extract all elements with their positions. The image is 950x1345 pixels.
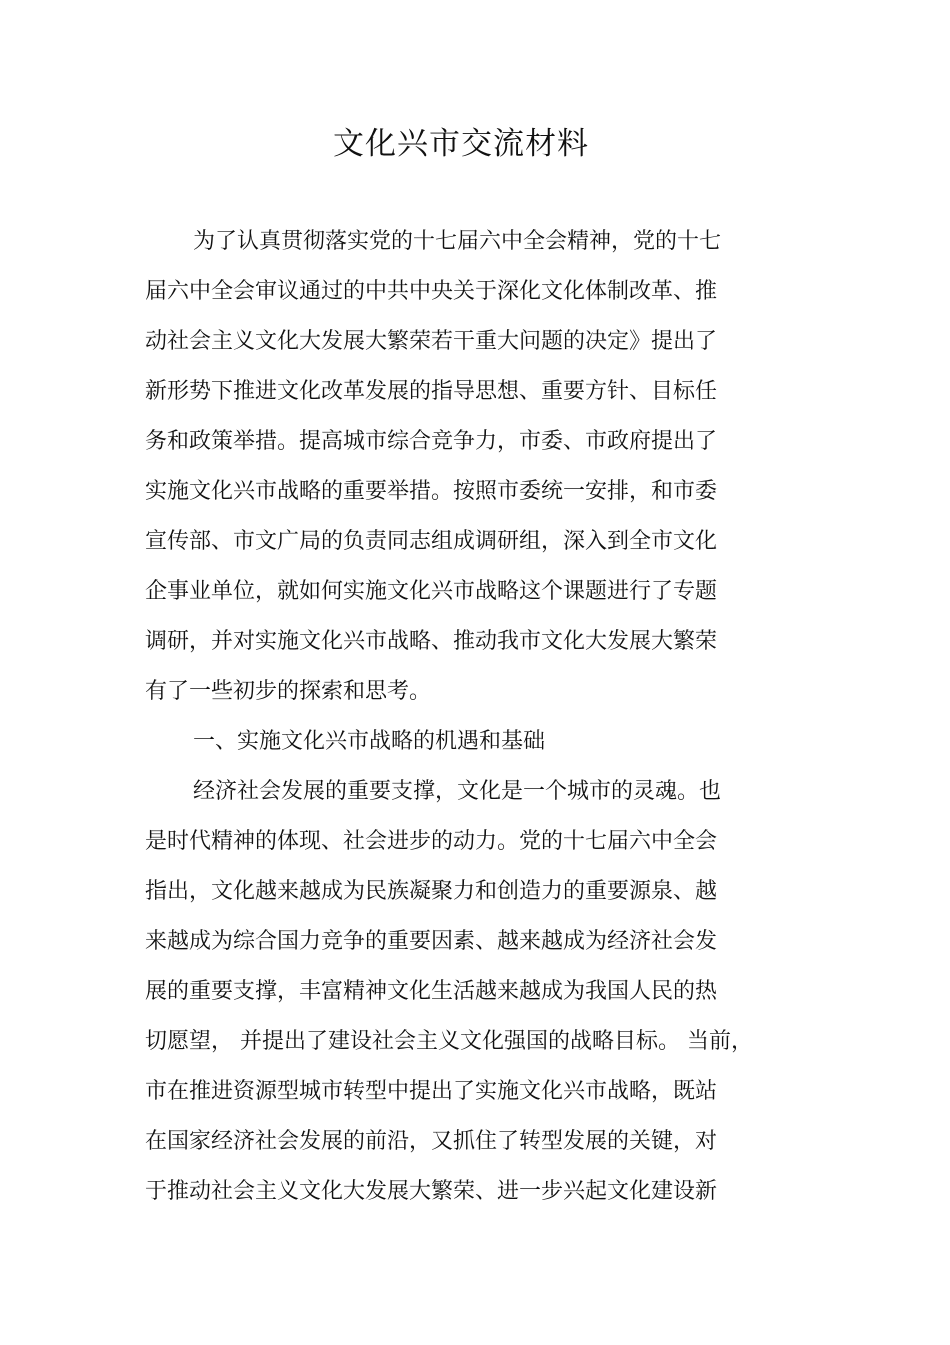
paragraph-line: 在国家经济社会发展的前沿，又抓住了转型发展的关键，对 <box>145 1129 718 1154</box>
paragraph-line: 实施文化兴市战略的重要举措。按照市委统一安排，和市委 <box>145 479 718 504</box>
paragraph-line: 调研，并对实施文化兴市战略、推动我市文化大发展大繁荣 <box>145 629 718 654</box>
paragraph-line: 来越成为综合国力竞争的重要因素、越来越成为经济社会发 <box>145 929 718 954</box>
paragraph-line: 切愿望， 并提出了建设社会主义文化强国的战略目标。 当前， <box>145 1029 753 1054</box>
paragraph-line: 宣传部、市文广局的负责同志组成调研组，深入到全市文化 <box>145 529 718 554</box>
paragraph-line: 为了认真贯彻落实党的十七届六中全会精神，党的十七 <box>193 229 722 254</box>
paragraph-line: 企事业单位，就如何实施文化兴市战略这个课题进行了专题 <box>145 579 718 604</box>
paragraph-line: 市在推进资源型城市转型中提出了实施文化兴市战略，既站 <box>145 1079 718 1104</box>
document-title: 文化兴市交流材料 <box>333 126 589 162</box>
paragraph-line: 新形势下推进文化改革发展的指导思想、重要方针、目标任 <box>145 379 718 404</box>
paragraph-line: 有了一些初步的探索和思考。 <box>145 679 432 704</box>
paragraph-line: 务和政策举措。提高城市综合竞争力，市委、市政府提出了 <box>145 429 718 454</box>
paragraph-line: 指出，文化越来越成为民族凝聚力和创造力的重要源泉、越 <box>145 879 718 904</box>
section-heading: 一、实施文化兴市战略的机遇和基础 <box>193 729 546 754</box>
paragraph-line: 动社会主义文化大发展大繁荣若干重大问题的决定》提出了 <box>145 329 718 354</box>
paragraph-line: 展的重要支撑，丰富精神文化生活越来越成为我国人民的热 <box>145 979 718 1004</box>
paragraph-line: 届六中全会审议通过的中共中央关于深化文化体制改革、推 <box>145 279 718 304</box>
paragraph-line: 于推动社会主义文化大发展大繁荣、进一步兴起文化建设新 <box>145 1179 718 1204</box>
paragraph-line: 经济社会发展的重要支撑，文化是一个城市的灵魂。也 <box>193 779 722 804</box>
paragraph-line: 是时代精神的体现、社会进步的动力。党的十七届六中全会 <box>145 829 718 854</box>
